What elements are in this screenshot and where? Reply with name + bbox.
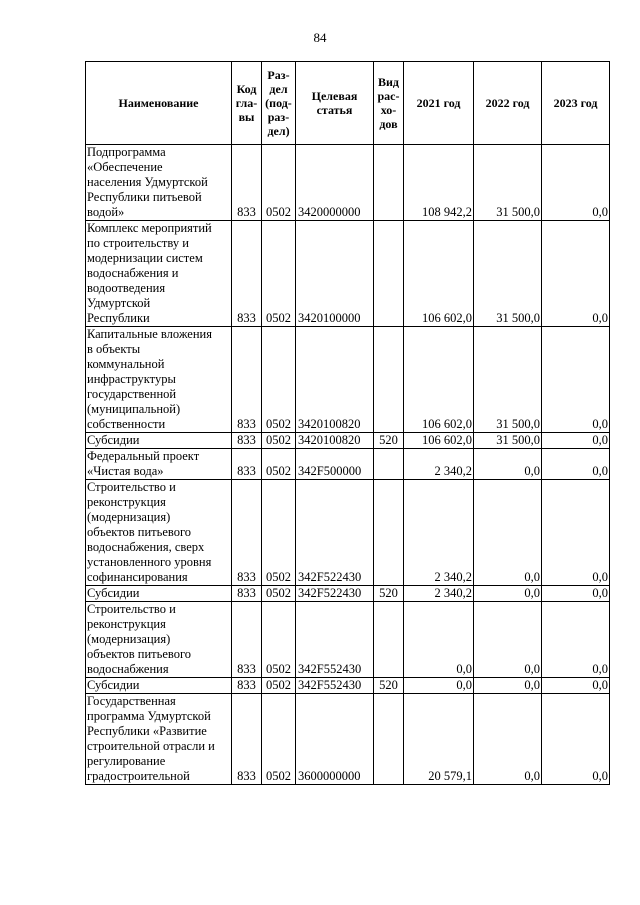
row-2021: 2 340,2	[404, 449, 474, 480]
row-2022: 31 500,0	[474, 433, 542, 449]
row-2021: 106 602,0	[404, 433, 474, 449]
row-section: 0502	[262, 221, 296, 327]
row-2022: 0,0	[474, 480, 542, 586]
row-2021: 0,0	[404, 602, 474, 678]
row-2021: 20 579,1	[404, 694, 474, 785]
header-type: Вид рас- хо- дов	[374, 62, 404, 145]
table-row	[86, 678, 610, 694]
row-name: Государственная программа Удмуртской Республики «Развитие строительной отрасли и регулирование градостроительной	[86, 694, 232, 785]
row-2021: 106 602,0	[404, 221, 474, 327]
row-target: 3420000000	[296, 145, 374, 221]
row-2023: 0,0	[542, 678, 610, 694]
row-type: 520	[374, 586, 404, 602]
row-type	[374, 480, 404, 586]
row-2022: 31 500,0	[474, 327, 542, 433]
header-section: Раз- дел (под- раз- дел)	[262, 62, 296, 145]
budget-table	[85, 61, 610, 785]
row-name: Субсидии	[86, 586, 232, 602]
header-code: Код гла- вы	[232, 62, 262, 145]
header-row	[86, 62, 610, 145]
row-type	[374, 449, 404, 480]
table-row	[86, 602, 610, 678]
table-row	[86, 480, 610, 586]
row-2023: 0,0	[542, 480, 610, 586]
row-code: 833	[232, 449, 262, 480]
table-row	[86, 694, 610, 785]
row-2023: 0,0	[542, 586, 610, 602]
row-target: 3420100820	[296, 327, 374, 433]
row-2021: 2 340,2	[404, 480, 474, 586]
row-2021: 2 340,2	[404, 586, 474, 602]
row-2021: 106 602,0	[404, 327, 474, 433]
row-code: 833	[232, 327, 262, 433]
row-type	[374, 145, 404, 221]
row-name: Подпрограмма «Обеспечение населения Удмуртской Республики питьевой водой»	[86, 145, 232, 221]
row-code: 833	[232, 602, 262, 678]
row-target: 342F552430	[296, 602, 374, 678]
row-2021: 108 942,2	[404, 145, 474, 221]
row-2022: 0,0	[474, 678, 542, 694]
row-type	[374, 602, 404, 678]
table-row	[86, 221, 610, 327]
row-name: Субсидии	[86, 678, 232, 694]
row-target: 342F500000	[296, 449, 374, 480]
row-target: 3420100820	[296, 433, 374, 449]
row-section: 0502	[262, 449, 296, 480]
row-2022: 31 500,0	[474, 221, 542, 327]
row-name: Комплекс мероприятий по строительству и модернизации систем водоснабжения и водоотведения Удмуртской Республики	[86, 221, 232, 327]
row-section: 0502	[262, 694, 296, 785]
row-type	[374, 327, 404, 433]
row-name: Федеральный проект «Чистая вода»	[86, 449, 232, 480]
row-section: 0502	[262, 145, 296, 221]
row-name: Капитальные вложения в объекты коммунальной инфраструктуры государственной (муниципальной) собственности	[86, 327, 232, 433]
row-2022: 0,0	[474, 694, 542, 785]
row-section: 0502	[262, 480, 296, 586]
header-2021: 2021 год	[404, 62, 474, 145]
row-2023: 0,0	[542, 221, 610, 327]
table-row	[86, 433, 610, 449]
row-code: 833	[232, 145, 262, 221]
row-target: 3600000000	[296, 694, 374, 785]
table-row	[86, 449, 610, 480]
row-2023: 0,0	[542, 449, 610, 480]
row-section: 0502	[262, 678, 296, 694]
row-2023: 0,0	[542, 327, 610, 433]
header-name: Наименование	[86, 62, 232, 145]
row-name: Строительство и реконструкция (модернизация) объектов питьевого водоснабжения	[86, 602, 232, 678]
row-type: 520	[374, 678, 404, 694]
table-row	[86, 327, 610, 433]
row-target: 342F522430	[296, 586, 374, 602]
row-target: 342F522430	[296, 480, 374, 586]
page-number: 84	[313, 30, 327, 45]
row-code: 833	[232, 678, 262, 694]
row-2023: 0,0	[542, 602, 610, 678]
header-target: Целевая статья	[296, 62, 374, 145]
row-2023: 0,0	[542, 433, 610, 449]
row-2023: 0,0	[542, 145, 610, 221]
row-target: 342F552430	[296, 678, 374, 694]
row-code: 833	[232, 221, 262, 327]
row-section: 0502	[262, 327, 296, 433]
row-type	[374, 694, 404, 785]
row-section: 0502	[262, 433, 296, 449]
row-2022: 0,0	[474, 602, 542, 678]
row-code: 833	[232, 586, 262, 602]
table-row	[86, 145, 610, 221]
row-section: 0502	[262, 602, 296, 678]
row-code: 833	[232, 694, 262, 785]
header-2022: 2022 год	[474, 62, 542, 145]
row-2022: 0,0	[474, 586, 542, 602]
row-target: 3420100000	[296, 221, 374, 327]
row-code: 833	[232, 480, 262, 586]
row-type: 520	[374, 433, 404, 449]
table-row	[86, 586, 610, 602]
row-name: Строительство и реконструкция (модернизация) объектов питьевого водоснабжения, сверх установленного уровня софинансирования	[86, 480, 232, 586]
row-type	[374, 221, 404, 327]
row-2022: 0,0	[474, 449, 542, 480]
row-name: Субсидии	[86, 433, 232, 449]
row-2021: 0,0	[404, 678, 474, 694]
row-section: 0502	[262, 586, 296, 602]
row-2023: 0,0	[542, 694, 610, 785]
row-code: 833	[232, 433, 262, 449]
header-2023: 2023 год	[542, 62, 610, 145]
row-2022: 31 500,0	[474, 145, 542, 221]
